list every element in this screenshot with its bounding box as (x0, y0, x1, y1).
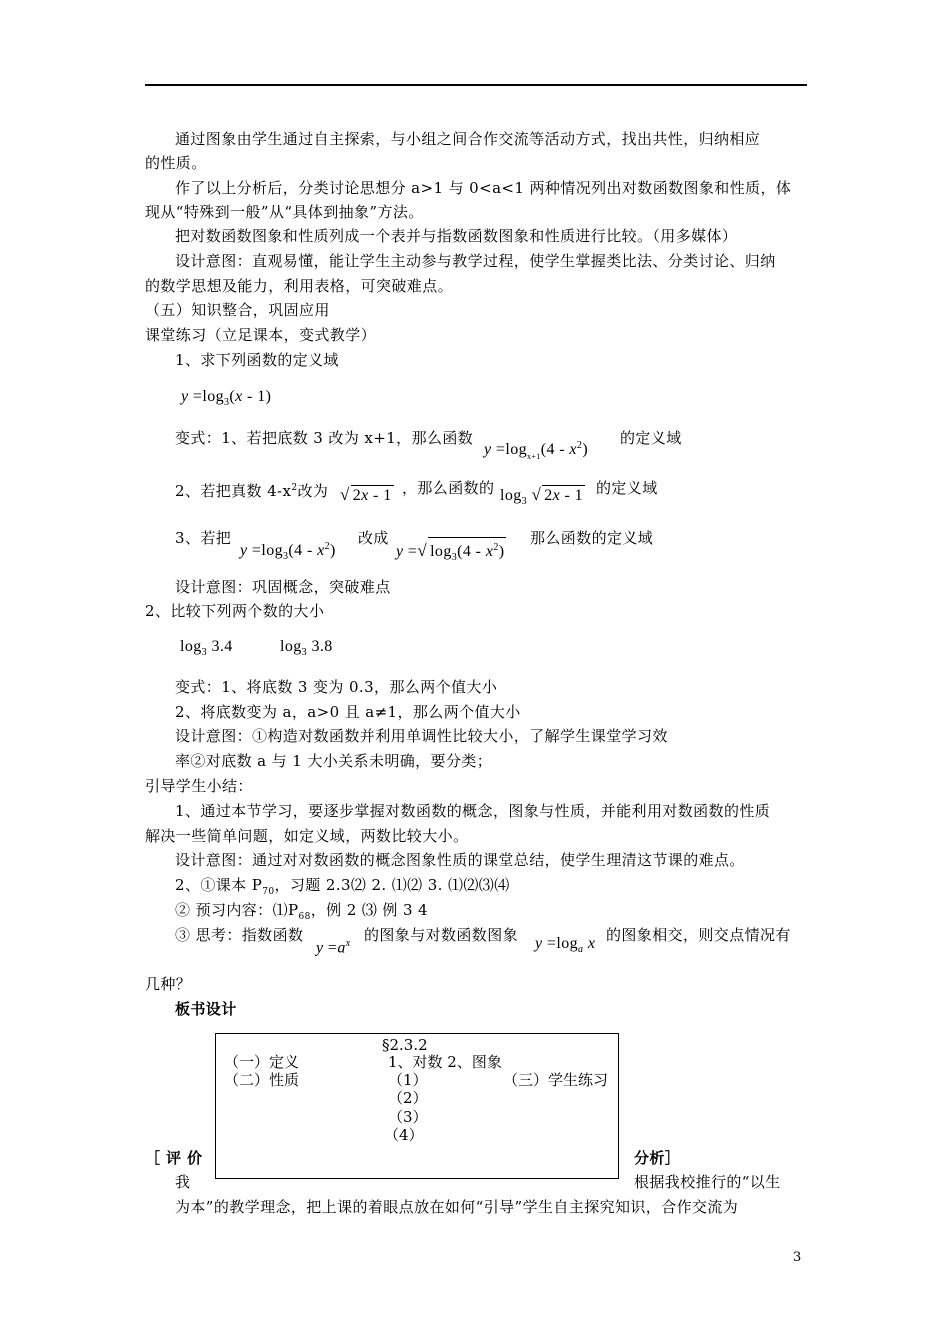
homework-line: 2、①课本 $P_{70}$，习题 2.3⑵ 2. ⑴⑵ 3. ⑴⑵⑶⑷ (175, 876, 510, 897)
formula-y-a-x: $y =a^x$ (316, 938, 351, 957)
formula-log3-x-1: $y =\log_3(x - 1)$ (181, 388, 272, 408)
para-line: 通过图象由学生通过自主探索，与小组之间合作交流等活动方式，找出共性，归纳相应 (175, 130, 761, 148)
variant-line: 3、若把 (175, 529, 232, 547)
board-item: 1、对数 2、图象 (388, 1053, 502, 1071)
design-intent: 设计意图：通过对对数函数的概念图象性质的课堂总结，使学生理清这节课的难点。 (175, 851, 745, 869)
homework-line: ③ 思考：指数函数 (175, 926, 304, 944)
board-item: （一）定义 (224, 1053, 300, 1071)
design-intent: 率②对底数 a 与 1 大小关系未明确，要分类； (175, 752, 493, 770)
design-intent: 设计意图：巩固概念，突破难点 (175, 578, 391, 596)
eval-heading-right: 分析］ (634, 1149, 681, 1167)
para-line: 作了以上分析后，分类讨论思想分 a>1 与 0<a<1 两种情况列出对数函数图象和性质，体 (175, 179, 792, 197)
variant-line: 2、将底数变为 a，a>0 且 a≠1，那么两个值大小 (175, 703, 521, 721)
para-line: 设计意图：直观易懂，能让学生主动参与教学过程，使学生掌握类比法、分类讨论、归纳 (175, 252, 776, 270)
page-number: 3 (793, 1250, 802, 1265)
board-item: （二）性质 (224, 1071, 300, 1089)
para-line: 为本”的教学理念，把上课的着眼点放在如何“引导”学生自主探究知识，合作交流为 (175, 1198, 739, 1216)
homework-line: 的图象与对数函数图象 (364, 926, 519, 944)
para-line: 解决一些简单问题，如定义域，两数比较大小。 (145, 827, 469, 845)
board-design-box (215, 1033, 619, 1179)
eval-heading-left: ［ 评 价 (145, 1149, 203, 1167)
formula-log3-sqrt: $\log_3$ √ 2x - 1 (500, 485, 584, 507)
formula-log3-3.8: $\log_3 3.8$ (280, 638, 333, 658)
header-rule (145, 84, 807, 86)
section-heading: （五）知识整合，巩固应用 (145, 301, 330, 319)
variant-line: 那么函数的定义域 (530, 529, 654, 547)
question: 2、比较下列两个数的大小 (145, 602, 325, 620)
variant-line: 2、若把真数 $4-x^2$改为 (175, 482, 329, 500)
formula-sqrt-log3: y =√ $\log_3(4 - x^2)$ (396, 537, 506, 568)
board-heading: 板书设计 (175, 1000, 237, 1018)
para-line: 现从“特殊到一般”从“具体到抽象”方法。 (145, 203, 424, 221)
para-line: 1、通过本节学习，要逐步掌握对数函数的概念，图象与性质，并能利用对数函数的性质 (175, 802, 771, 820)
board-item: （4） (384, 1126, 424, 1144)
board-item: （1） (388, 1071, 428, 1089)
formula-sqrt-2x-1: √ 2x - 1 (340, 485, 392, 504)
variant-line: 变式：1、将底数 3 变为 0.3，那么两个值大小 (175, 678, 498, 696)
variant-line: 的定义域 (596, 479, 658, 497)
formula-y-loga-x: $y =\log_a$ x (535, 935, 596, 955)
question: 1、求下列函数的定义域 (175, 351, 339, 369)
section-heading: 引导学生小结： (145, 777, 253, 795)
formula-log3-3.4: $\log_3 3.4$ (180, 638, 233, 658)
section-heading: 课堂练习（立足课本，变式教学） (145, 326, 377, 344)
para-line: 的性质。 (145, 154, 207, 172)
variant-line: 改成 (358, 529, 389, 547)
board-title: §2.3.2 (382, 1036, 428, 1054)
variant-line: 变式：1、若把底数 3 改为 x+1，那么函数 (175, 429, 474, 447)
homework-line: ② 预习内容：$⑴P_{68}$，例 2 ⑶ 例 3 4 (175, 901, 429, 922)
formula-log3-4-x2: $y =\log_3(4 - x^2)$ (240, 541, 336, 562)
para-line: 我 (175, 1173, 191, 1191)
board-item: （3） (388, 1108, 428, 1126)
board-item: （2） (388, 1089, 428, 1107)
homework-line: 几种？ (145, 975, 192, 993)
board-item: （三）学生练习 (503, 1071, 609, 1089)
para-line: 把对数函数图象和性质列成一个表并与指数函数图象和性质进行比较。（用多媒体） (175, 227, 738, 245)
homework-line: 的图象相交，则交点情况有 (606, 926, 791, 944)
formula-log-x+1: $y =\log_{x+1}(4 - x^2)$ (484, 440, 589, 461)
variant-line: 的定义域 (620, 429, 682, 447)
para-line: 根据我校推行的“以生 (634, 1173, 781, 1191)
variant-line: ，那么函数的 (402, 479, 495, 497)
design-intent: 设计意图：①构造对数函数并利用单调性比较大小，了解学生课堂学习效 (175, 727, 668, 745)
para-line: 的数学思想及能力，利用表格，可突破难点。 (145, 277, 454, 295)
